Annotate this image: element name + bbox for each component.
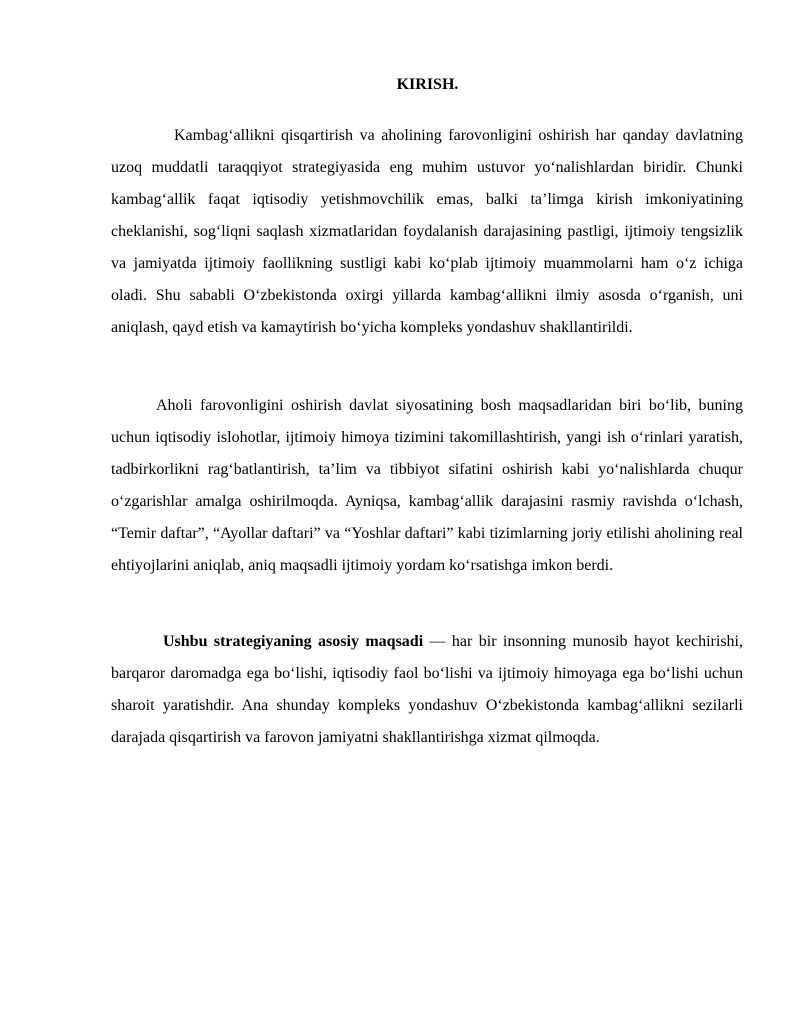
paragraph-3-text [111,626,743,754]
paragraph-3-rest: — har bir insonning munosib hayot kechirishi, barqaror daromadga ega bo‘lishi, iqtisodiy faol bo‘lishi va ijtimoiy himoyaga ega bo‘lishi uchun sharoit yaratishdir. Ana shunday kompleks yondashuv O‘zbekistonda kambag‘allikni sezilarli darajada qisqartirish va farovon jamiyatni shakllantirishga xizmat qilmoqda. [111,633,743,746]
document-title: KIRISH. [396,76,459,93]
paragraph-1-text: Kambag‘allikni qisqartirish va aholining farovonligini oshirish har qanday davlatning uzoq muddatli taraqqiyot strategiyasida eng muhim ustuvor yo‘nalishlardan biridir. Chunki kambag‘allik faqat iqtisodiy yetishmovchilik emas, balki ta’limga kirish imkoniyatining cheklanishi, sog‘liqni saqlash xizmatlaridan foydalanish darajasining pastligi, ijtimoiy tengsizlik va jamiyatda ijtimoiy faollikning sustligi kabi ko‘plab ijtimoiy muammolarni ham o‘z ichiga oladi. Shu sababli O‘zbekistonda oxirgi yillarda kambag‘allikni ilmiy asosda o‘rganish, uni aniqlash, qayd etish va kamaytirish bo‘yicha kompleks yondashuv shakllantirildi. [111,127,743,336]
paragraph-2 [111,390,743,582]
paragraph-1 [111,120,743,344]
paragraph-2-text: Aholi farovonligini oshirish davlat siyosatining bosh maqsadlaridan biri bo‘lib, buning uchun iqtisodiy islohotlar, ijtimoiy himoya tizimini takomillashtirish, yangi ish o‘rinlari yaratish, tadbirkorlikni rag‘batlantirish, ta’lim va tibbiyot sifatini oshirish kabi yo‘nalishlarda chuqur o‘zgarishlar amalga oshirilmoqda. Ayniqsa, kambag‘allik darajasini rasmiy ravishda o‘lchash, “Temir daftar”, “Ayollar daftari” va “Yoshlar daftari” kabi tizimlarning joriy etilishi aholining real ehtiyojlarini aniqlab, aniq maqsadli ijtimoiy yordam ko‘rsatishga imkon berdi. [111,397,743,574]
paragraph-3-bold-phrase: Ushbu strategiyaning asosiy maqsadi [163,633,424,650]
paragraph-3 [111,626,743,754]
